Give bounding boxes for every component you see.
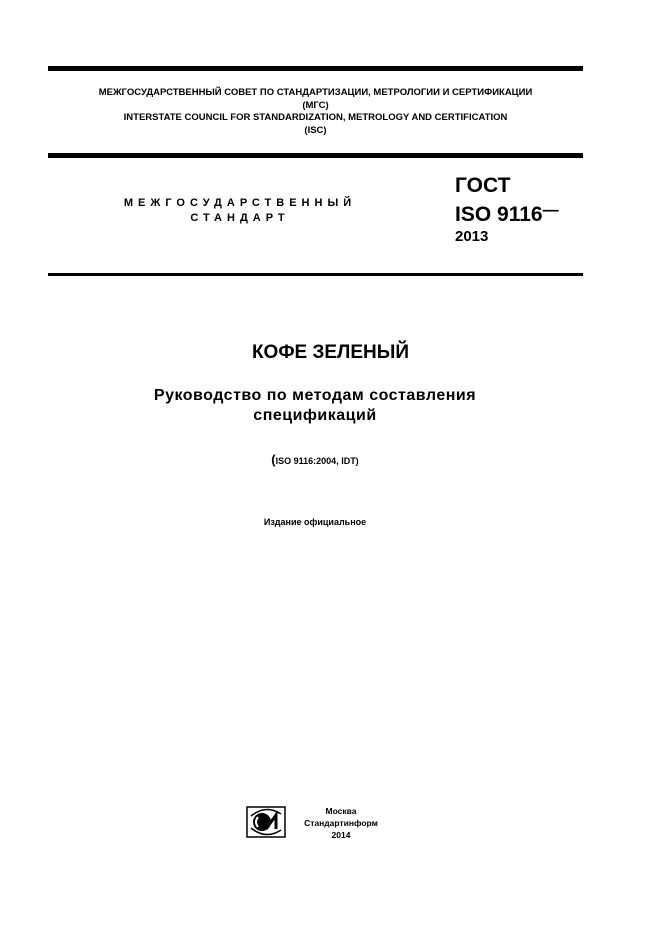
standartinform-logo-icon (246, 806, 286, 838)
standard-number: ISO 9116 (455, 203, 543, 226)
iso-reference (0, 452, 630, 467)
edition-note: Издание официальное (263, 517, 367, 527)
subtitle-line2: спецификаций (253, 407, 377, 424)
iso-reference-open-paren: ( (271, 452, 276, 467)
council-header (48, 87, 583, 137)
publisher-name: Стандартинформ (304, 818, 378, 828)
publisher-year: 2014 (331, 830, 351, 840)
designation-divider (48, 273, 583, 276)
standard-type-line1: МЕЖГОСУДАРСТВЕННЫЙ (123, 197, 357, 209)
document-title: КОФЕ ЗЕЛЕНЫЙ (251, 342, 410, 363)
publisher-city: Москва (325, 806, 357, 816)
standard-dash: — (542, 202, 559, 219)
council-ru-name: МЕЖГОСУДАРСТВЕННЫЙ СОВЕТ ПО СТАНДАРТИЗАЦИИ, МЕТРОЛОГИИ И СЕРТИФИКАЦИИ (98, 87, 533, 98)
standard-type-line2: СТАНДАРТ (190, 212, 290, 224)
document-subtitle (100, 386, 530, 426)
standard-year: 2013 (455, 228, 489, 245)
top-divider (48, 66, 583, 71)
header-divider (48, 153, 583, 158)
subtitle-line1: Руководство по методам составления (153, 387, 477, 404)
council-en-abbreviation: (ISC) (304, 124, 327, 136)
standard-number-line (455, 199, 559, 227)
council-en-name: INTERSTATE COUNCIL FOR STANDARDIZATION, METROLOGY AND CERTIFICATION (123, 112, 508, 123)
standard-type (110, 196, 370, 226)
publisher-block (296, 805, 386, 841)
standard-prefix: ГОСТ (455, 174, 511, 197)
standard-designation (455, 173, 559, 247)
iso-reference-text: ISO 9116:2004, IDT) (275, 456, 359, 466)
council-ru-abbreviation: (МГС) (302, 99, 329, 111)
